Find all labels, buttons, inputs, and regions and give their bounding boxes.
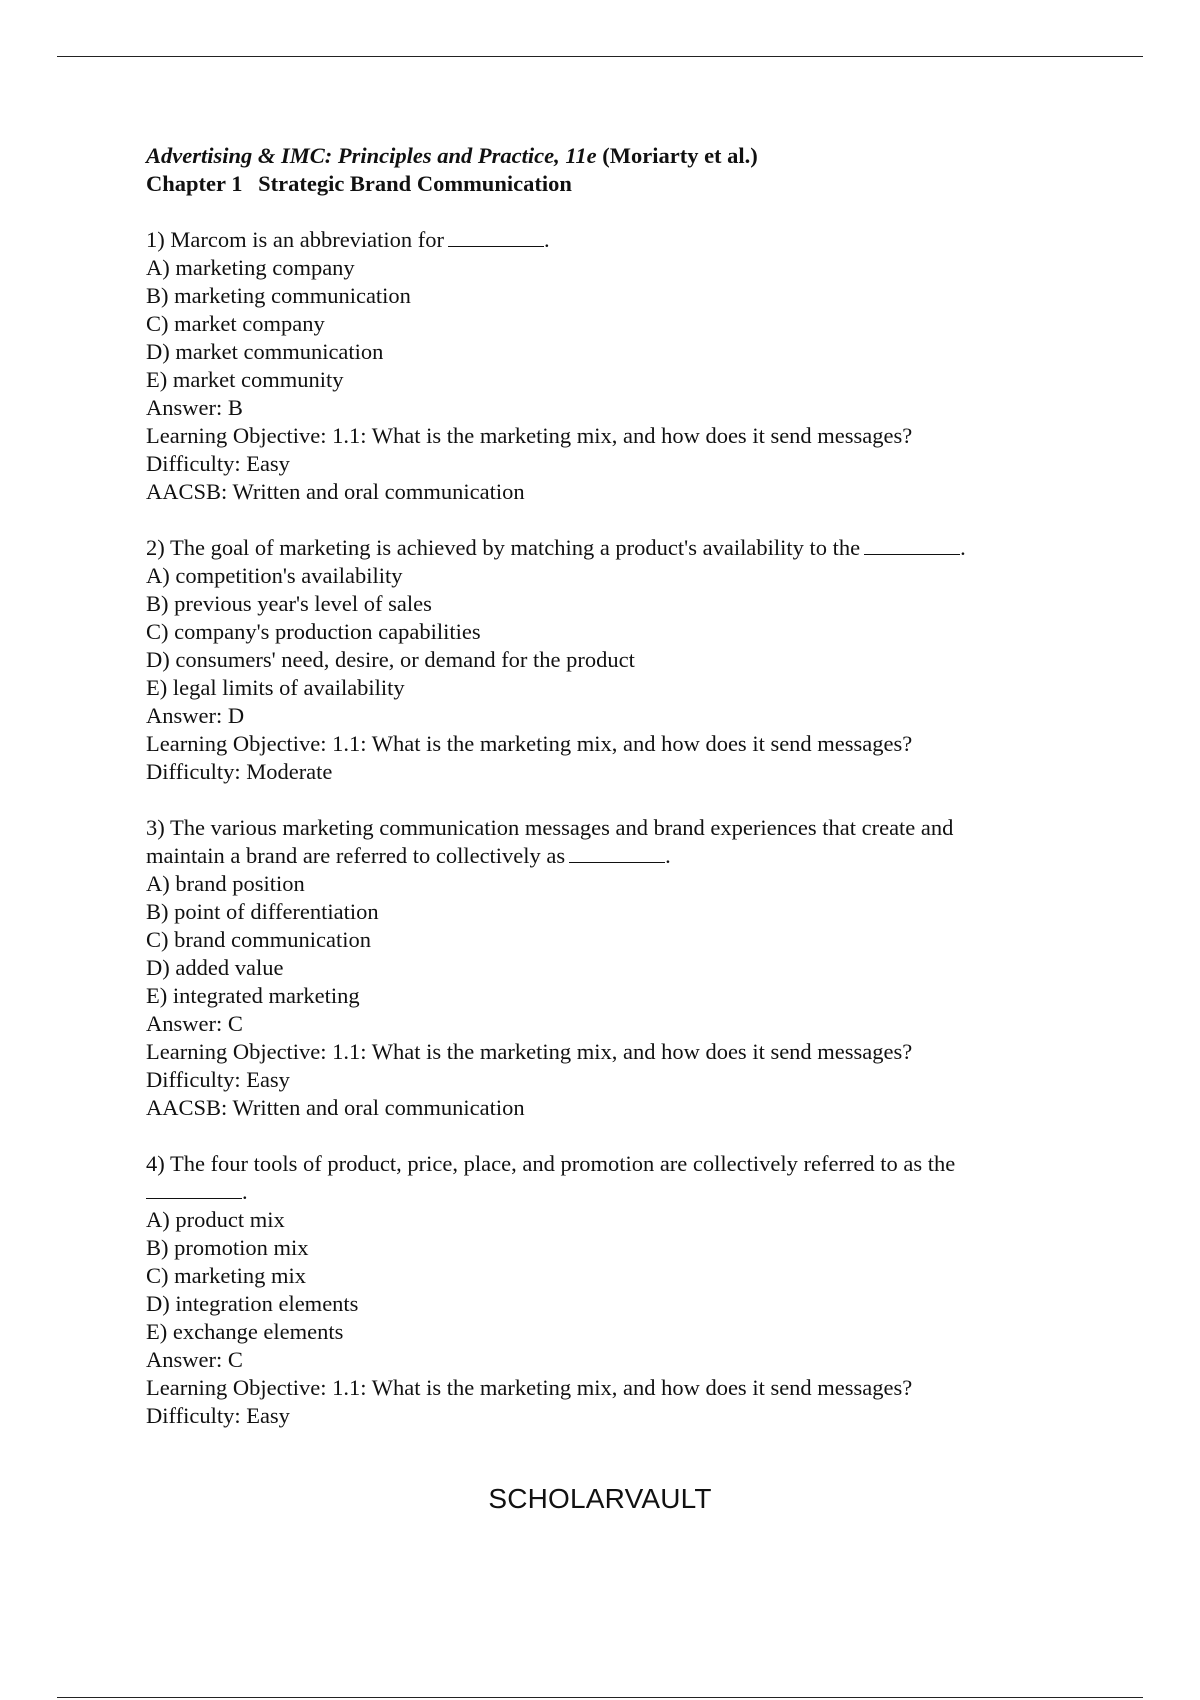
aacsb: AACSB: Written and oral communication (146, 1095, 525, 1120)
difficulty: Difficulty: Easy (146, 1403, 290, 1428)
option-c: C) marketing mix (146, 1263, 306, 1288)
option-e: E) legal limits of availability (146, 675, 405, 700)
answer-blank (569, 844, 665, 863)
option-c: C) brand communication (146, 927, 371, 952)
option-d: D) consumers' need, desire, or demand for the product (146, 647, 635, 672)
chapter-title: Strategic Brand Communication (258, 171, 572, 196)
difficulty: Difficulty: Easy (146, 451, 290, 476)
question-stem: 2) The goal of marketing is achieved by matching a product's availability to the . (146, 535, 966, 560)
question-stem-line-1: 3) The various marketing communication messages and brand experiences that create and (146, 815, 954, 840)
chapter-label: Chapter 1 (146, 171, 243, 196)
question-1 (146, 226, 1066, 506)
learning-objective: Learning Objective: 1.1: What is the marketing mix, and how does it send messages? (146, 1375, 913, 1400)
option-e: E) integrated marketing (146, 983, 360, 1008)
learning-objective: Learning Objective: 1.1: What is the marketing mix, and how does it send messages? (146, 731, 913, 756)
book-title-italic: Advertising & IMC: Principles and Practice, 11e (146, 143, 597, 168)
answer: Answer: C (146, 1011, 243, 1036)
option-b: B) marketing communication (146, 283, 411, 308)
answer: Answer: B (146, 395, 243, 420)
question-stem-line-2: . (146, 1178, 1066, 1206)
answer-blank (146, 1180, 242, 1199)
question-stem-line-1: 4) The four tools of product, price, place, and promotion are collectively referred to as the (146, 1151, 956, 1176)
option-a: A) product mix (146, 1207, 285, 1232)
question-stem: 1) Marcom is an abbreviation for . (146, 227, 550, 252)
option-b: B) previous year's level of sales (146, 591, 432, 616)
option-b: B) promotion mix (146, 1235, 309, 1260)
option-c: C) company's production capabilities (146, 619, 481, 644)
difficulty: Difficulty: Easy (146, 1067, 290, 1092)
aacsb: AACSB: Written and oral communication (146, 479, 525, 504)
learning-objective: Learning Objective: 1.1: What is the marketing mix, and how does it send messages? (146, 1039, 913, 1064)
chapter-heading (146, 170, 1066, 198)
book-authors: (Moriarty et al.) (602, 143, 758, 168)
option-a: A) brand position (146, 871, 305, 896)
question-3 (146, 814, 1066, 1122)
option-a: A) marketing company (146, 255, 355, 280)
top-rule (57, 56, 1143, 57)
learning-objective: Learning Objective: 1.1: What is the marketing mix, and how does it send messages? (146, 423, 913, 448)
answer: Answer: D (146, 703, 245, 728)
answer: Answer: C (146, 1347, 243, 1372)
document-body (146, 142, 1066, 1430)
option-b: B) point of differentiation (146, 899, 379, 924)
option-c: C) market company (146, 311, 325, 336)
answer-blank (864, 536, 960, 555)
question-2 (146, 534, 1066, 786)
option-e: E) market community (146, 367, 344, 392)
book-title (146, 142, 1066, 170)
difficulty: Difficulty: Moderate (146, 759, 333, 784)
option-d: D) market communication (146, 339, 384, 364)
question-4 (146, 1150, 1066, 1430)
bottom-rule (57, 1697, 1143, 1698)
answer-blank (448, 228, 544, 247)
question-stem-line-2: maintain a brand are referred to collectively as . (146, 843, 671, 868)
option-a: A) competition's availability (146, 563, 403, 588)
option-e: E) exchange elements (146, 1319, 344, 1344)
footer-brand-watermark: SCHOLARVAULT (488, 1483, 712, 1514)
option-d: D) integration elements (146, 1291, 359, 1316)
option-d: D) added value (146, 955, 284, 980)
